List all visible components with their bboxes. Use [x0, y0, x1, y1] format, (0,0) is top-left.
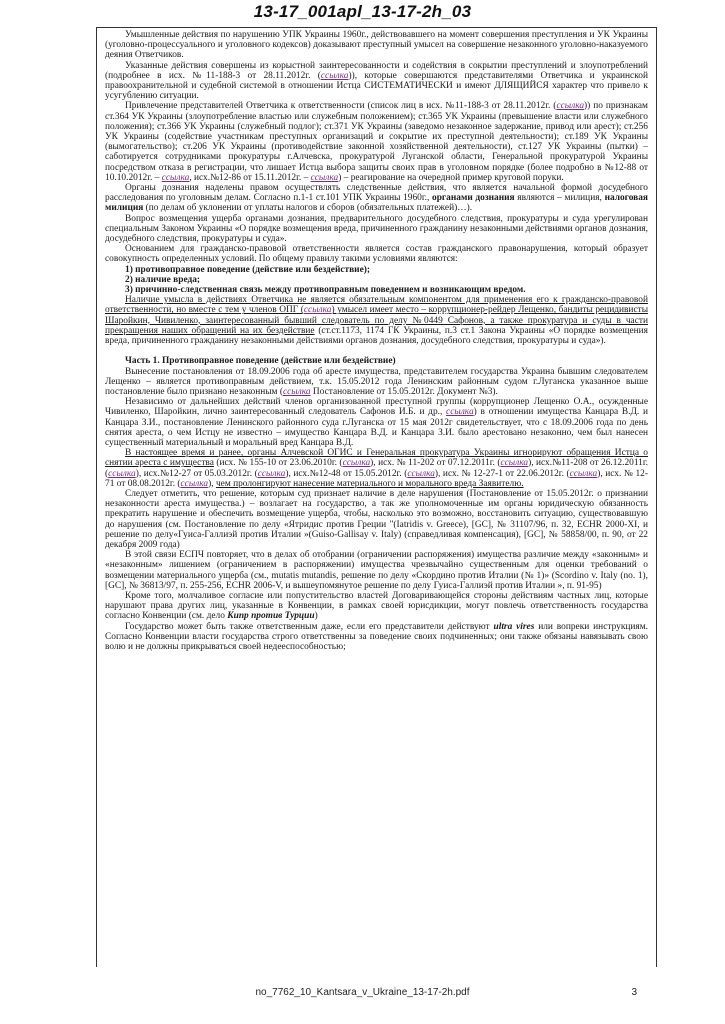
reference-link[interactable]: ссылка — [161, 172, 190, 183]
chapter-heading: Часть 1. Противоправное поведение (действие или бездействие) — [125, 356, 396, 367]
paragraph: Государство может быть также ответственным даже, если его представители действуют ultra vires или вопреки инструкциям. Согласно Конвенции власти государства строго ответственны за поведение своих подчиненных; они также обязаны навязывать свою волю и не должны прикрываться своей недееспособностью; — [105, 621, 648, 652]
document-body — [105, 30, 648, 652]
paragraph: В настоящее время и ранее, органы Алчевской ОГИС и Генеральная прокуратура Украины игнорируют обращения Истца о снятии ареста с имущества (исх. № 155-10 от 23.06.2010г. (ссылка), исх. № 11-202 от 07.12.2011г. (ссылка), исх.№11-208 от 26.12.2011г. (ссылка), исх.№12-27 от 05.03.2012г. (ссылка), исх.№12-48 от 15.05.2012г. (ссылка), исх. № 12-27-1 от 22.06.2012г. (ссылка), исх. № 12-71 от 08.08.2012г. (ссылка), чем пролонгируют нанесение материального и морального вреда Заявителю. — [105, 448, 648, 489]
paragraph: Указанные действия совершены из корыстной заинтересованности и содействия в сокрытии преступлений и злоупотреблений (подробнее в исх. №11-188-3 от 28.11.2012г. (ссылка)), которые совершаются представителями Ответчика и украинской правоохранительной и судебной системой в отношении Истца СИСТЕМАТИЧЕСКИ и имеют ДЛЯЩИЙСЯ характер что привело к усугублению ситуации. — [105, 60, 648, 102]
paragraph: Вопрос возмещения ущерба органами дознания, предварительного досудебного следствия, прокуратуры и суда урегулирован специальным Законом Украины «О порядке возмещения вреда, причиненного гражданину незаконными действиями органов дознания, досудебного следствия, прокуратуры и суда». — [105, 213, 648, 245]
paragraph: Следует отметить, что решение, которым суд признает наличие в деле нарушения (Постановление от 15.05.2012г. о признании незаконности ареста имущества.) – возлагает на государство, а так же уполномоченные им органы юридическую обязанность прекратить нарушение и обеспечить возмещение ущерба, чтобы, насколько это возможно, восстановить ситуацию, существовавшую до нарушения (см. Постановление по делу «Ятридис против Греции "(Iatridis v. Greece), [GC], № 31107/96, п. 32, ECHR 2000-XI, и решение по делу«Гуиса-Галлиэй против Италии »(Guiso-Gallisay v. Italy) (справедливая компенсация), [GC], № 58858/00, п. 90, от 22 декабря 2009 года) — [105, 488, 648, 550]
paragraph: Кроме того, молчаливое согласие или попустительство властей Договаривающейся стороны действиям частных лиц, которые нарушают права других лиц, указанные в Конвенции, в рамках своей юрисдикции, могут повлечь ответственность государства согласно Конвенции (см. дело Кипр против Турции) — [105, 590, 648, 622]
reference-link[interactable]: ссылка — [500, 458, 529, 469]
condition-item: 2) наличие вреда; — [125, 274, 201, 285]
paragraph: В этой связи ЕСПЧ повторяет, что в делах об отобрании (ограничении распоряжения) имущества различие между «законным» и «незаконным» лишением (ограничением в распоряжении) имущества чрезвычайно существенным для оценки требований о возмещении материального ущерба (см., mutatis mutandis, решение по делу «Скордино против Италии (№ 1)» (Scordino v. Italy (no. 1), [GC], № 36813/97, п. 255-256, ECHR 2006-V, и вышеупомянутое решение по делу Гуиса-Галлиэй против Италии », п. 91-95) — [105, 550, 648, 591]
reference-link[interactable]: ссылка — [108, 468, 136, 479]
top-rule — [96, 27, 656, 28]
reference-link[interactable]: ссылка — [303, 305, 332, 316]
reference-link[interactable]: ссылка — [310, 172, 339, 183]
paragraph: Вынесение постановления от 18.09.2006 года об аресте имущества, представителем государства Украина бывшим следователем Лещенко – является противоправным действием, т.к. 15.05.2012 года Ленинским районным судом г.Луганска указанное выше постановление было признано незаконным (ссылка Постановление от 15.05.2012г. Документ №3). — [105, 366, 648, 397]
condition-item: 3) причинно-следственная связь между противоправным поведением и возникающим вредом. — [125, 285, 526, 296]
reference-link[interactable]: ссылка — [569, 468, 598, 479]
page-title: 13-17_001apl_13-17-2h_03 — [253, 2, 472, 21]
reference-link[interactable]: ссылка — [446, 407, 474, 418]
paragraph: Привлечение представителей Ответчика к ответственности (список лиц в исх. №11-188-3 от 28.11.2012г. (ссылка)) по признакам ст.364 УК Украины (злоупотребление властью или служебным положением); ст.365 УК Украины (превышение власти или служебного положения); ст.366 УК Украины (служебный подлог); ст.371 УК Украины (заведомо незаконное задержание, привод или арест); ст.256 УК Украины (содействие участникам преступных организаций и сокрытие их преступной деятельности); ст.189 УК Украины (вымогательство); ст.206 УК Украины (противодействие законной хозяйственной деятельности), ст.127 УК Украины (пытки) – саботируется сотрудниками прокуратуры г.Алчевска, прокуратурой Луганской области, Генеральной прокуратурой Украины посредством отказа в регистрации, что лишает Истца выбора защиты своих прав в уголовном порядке (более подробно в №12-88 от 10.10.2012г. – ссылка, исх.№12-86 от 15.11.2012г. – ссылка) – реагирование на очередной пример круговой поруки. — [105, 101, 648, 183]
paragraph: Наличие умысла в действиях Ответчика не является обязательным компонентом для применения его к гражданско-правовой ответственности, но вместе с тем у членов ОПГ (ссылка) умысел имеет место – коррупционер-рейдер Лещенко, бандиты рецидивисты Шаройкин, Чивиленко, заинтересованный бывший следователь по делу №0449 Сафонов, а также прокуратура и суды в части прекращения наших обращений на их бездействие (ст.ст.1173, 1174 ГК Украины, п.3 ст.1 Закона Украины «О порядке возмещения вреда, причиненного гражданину незаконными действиями органов дознания, досудебного следствия, прокуратуры и суда»). — [105, 295, 649, 347]
paragraph: Независимо от дальнейших действий членов организованной преступной группы (коррупционер Лещенко О.А., осужденные Чивиленко, Шаройкин, лично заинтересованный следователь Сафонов И.Б. и др., ссылка) в отношении имущества Канцара В.Д. и Канцара З.И., постановление Ленинского районного суда г.Луганска от 15 мая 2012г свидетельствует, что с 18.09.2006 года по день снятия ареста, о чем Истцу не известно – имущество Канцара В.Д. и Канцара З.И. было арестовано незаконно, чем был нанесен существенный материальный и моральный вред Канцара В.Д. — [105, 397, 648, 448]
paragraph: Основанием для гражданско-правовой ответственности является состав гражданского правонарушения, который образует совокупность определенных условий. По общему правилу такими условиями являются: — [105, 244, 648, 265]
page-number: 3 — [631, 987, 637, 998]
reference-link[interactable]: ссылка — [320, 70, 349, 81]
right-border — [656, 27, 657, 967]
reference-link[interactable]: ссылка — [180, 478, 209, 489]
reference-link[interactable]: ссылка — [407, 468, 435, 479]
reference-link[interactable]: ссылка — [282, 386, 311, 397]
paragraph: Органы дознания наделены правом осуществлять следственные действия, что является начальной формой досудебного расследования по уголовным делам. Согласно п.1-1 ст.101 УПК Украины 1960г., органами дознания являются – милиция, налоговая милиция (по делам об уклонении от уплаты налогов и сборов (обязательных платежей)…). — [105, 183, 648, 214]
condition-item: 1) противоправное поведение (действие или бездействие); — [125, 264, 370, 275]
reference-link[interactable]: ссылка — [556, 101, 585, 112]
reference-link[interactable]: ссылка — [257, 468, 286, 479]
paragraph: Умышленные действия по нарушению УПК Украины 1960г., действовавшего на момент совершения преступления и УК Украины (уголовно-процессуального и уголовного кодексов) доказывают преступный умысел на совершение незаконного уголовно-наказуемого деяния Ответчиков. — [105, 30, 648, 61]
left-border — [96, 27, 97, 967]
footer-filename: no_7762_10_Kantsara_v_Ukraine_13-17-2h.pdf — [255, 987, 470, 998]
reference-link[interactable]: ссылка — [342, 458, 371, 469]
